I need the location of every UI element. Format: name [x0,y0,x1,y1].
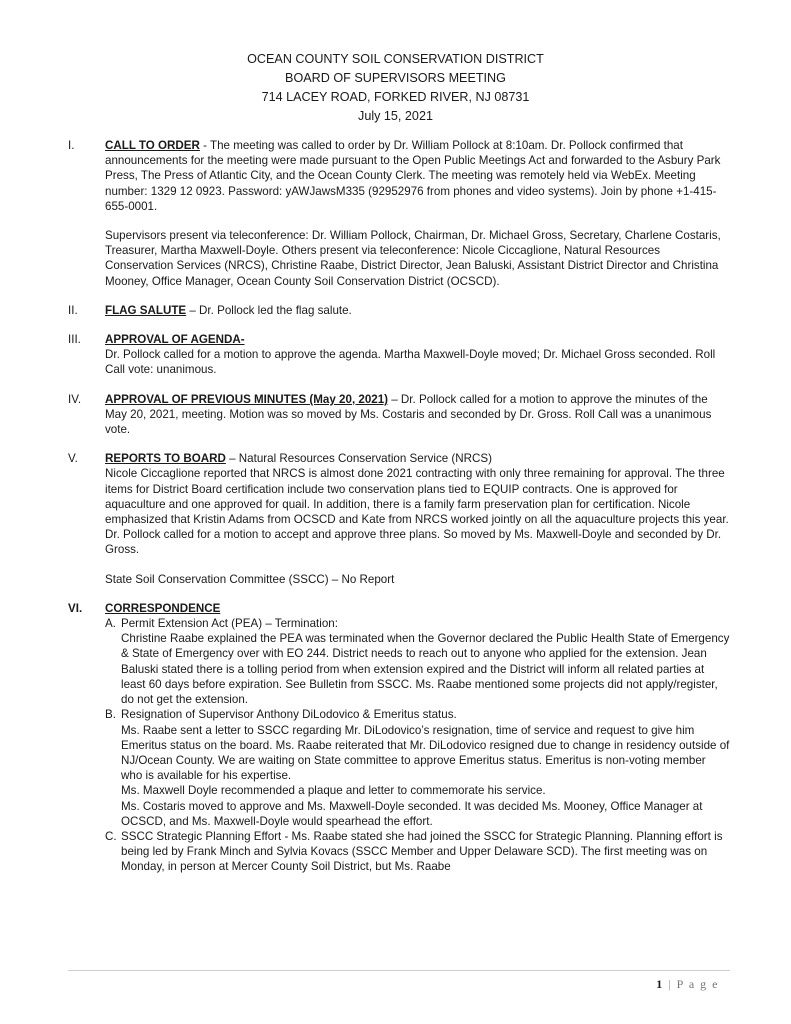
correspondence-item-b [105,707,730,829]
item-text: Christine Raabe explained the PEA was terminated when the Governor declared the Public Health State of Emergency & State of Emergency over with EO 244. District needs to reach out to anyone who applied for the extension. Jean Baluski stated there is a tolling period from when extension expired and the District will inform all related parties at least 60 days before expiration. See Bulletin from SSCC. Ms. Raabe mentioned some projects did not apply/register, do not get the extension. [121,632,730,707]
section-reports-to-board [68,451,730,587]
item-letter: C. [105,829,117,843]
item-text: SSCC Strategic Planning Effort - Ms. Raabe stated she had joined the SSCC for Strategic Planning. Planning effort is being led by Frank Minch and Sylvia Kovacs (SSCC Member and Upper Delaware SCD). The first meeting was on Monday, in person at Mercer County Soil District, but Ms. Raabe [121,829,723,874]
item-text: Ms. Costaris moved to approve and Ms. Maxwell-Doyle seconded. It was decided Ms. Mooney, Office Manager at OCSCD, and Ms. Maxwell-Doyle would spearhead the effort. [121,799,703,828]
section-heading: APPROVAL OF AGENDA- [105,333,245,347]
section-text: - The meeting was called to order by Dr. William Pollock at 8:10am. Dr. Pollock confirmed that announcements for the meeting were made pursuant to the Open Public Meetings Act and forwarded to the Asbury Park Press, The Press of Atlantic City, and the Ocean County Clerk. The meeting was remotely held via WebEx. Meeting number: 1329 12 0923. Password: yAWJawsM335 (92952976 from phones and video systems). Join by phone +1-415-655-0001. [105,139,721,213]
footer-separator: | [668,977,673,991]
section-flag-salute [68,303,730,318]
item-title: Permit Extension Act (PEA) – Termination: [121,617,338,631]
item-letter: B. [105,708,116,722]
page-number: 1 [656,977,664,991]
section-heading: REPORTS TO BOARD [105,452,226,466]
section-text: Dr. Pollock called for a motion to approve the agenda. Martha Maxwell-Doyle moved; Dr. Michael Gross seconded. Roll Call vote: unanimous. [105,348,716,377]
section-text: – Dr. Pollock called for a motion to approve the minutes of the May 20, 2021, meeting. Motion was so moved by Ms. Costaris and seconded by Dr. Gross. Roll Call was a unanimous vote. [105,392,712,437]
section-correspondence [68,601,730,875]
section-heading: CALL TO ORDER [105,139,200,152]
item-letter: A. [105,617,116,631]
page-label: P a g e [676,977,719,991]
item-text: Ms. Raabe sent a letter to SSCC regarding Mr. DiLodovico’s resignation, time of service and request to give him Emeritus status on the board. Ms. Raabe reiterated that Mr. DiLodovico resigned due to change in residency outside of NJ/Ocean County. We are waiting on State committee to approve Emeritus status. Emeritus is non-voting member who is available for his expertise. [121,723,730,783]
correspondence-item-c [105,829,730,875]
section-approval-of-minutes [68,392,730,438]
attendance-paragraph: Supervisors present via teleconference: Dr. William Pollock, Chairman, Dr. Michael Gross, Secretary, Charlene Costaris, Treasurer, Martha Maxwell-Doyle. Others present via teleconference: Nicole Ciccaglione, Natural Resources Conservation Services (NRCS), Christine Raabe, District Director, Jean Baluski, Assistant District Director and Christina Mooney, Office Manager, Ocean County Soil Conservation District (OCSCD). [105,229,721,288]
section-number: V. [68,452,78,466]
minutes-body [68,138,730,875]
sscc-report: State Soil Conservation Committee (SSCC) – No Report [105,572,395,586]
meeting-date: July 15, 2021 [358,109,433,123]
section-number: III. [68,333,81,347]
correspondence-item-a [105,616,730,707]
section-text: – Dr. Pollock led the flag salute. [186,303,352,317]
section-call-to-order [68,138,730,289]
section-approval-of-agenda [68,332,730,378]
section-number: II. [68,303,78,317]
section-heading: CORRESPONDENCE [105,601,221,615]
district-name: OCEAN COUNTY SOIL CONSERVATION DISTRICT [247,52,544,66]
item-title: Resignation of Supervisor Anthony DiLodovico & Emeritus status. [121,708,457,722]
section-number: I. [68,139,75,152]
section-heading: FLAG SALUTE [105,303,187,317]
footer-divider [68,970,730,971]
page-footer [656,977,719,992]
section-heading-tail: – Natural Resources Conservation Service (NRCS) [225,452,492,466]
document-header [0,50,791,126]
section-number: IV. [68,392,82,406]
section-heading: APPROVAL OF PREVIOUS MINUTES (May 20, 2021) [105,392,389,406]
section-number: VI. [68,601,83,615]
nrcs-report: Nicole Ciccaglione reported that NRCS is almost done 2021 contracting with only three remaining for approval. The three items for District Board certification include two conservation plans tied to EQUIP contracts. One is approved for aquaculture and one approved for quail. In addition, there is a family farm preservation plan for certification. Nicole emphasized that Kristin Adams from OCSCD and Kate from NRCS worked jointly on all the aquaculture projects this year. Dr. Pollock called for a motion to accept and approve three plans. So moved by Ms. Maxwell-Doyle and seconded by Dr. Gross. [105,467,729,557]
meeting-title: BOARD OF SUPERVISORS MEETING [285,71,506,85]
address: 714 LACEY ROAD, FORKED RIVER, NJ 08731 [261,90,530,104]
item-text: Ms. Maxwell Doyle recommended a plaque and letter to commemorate his service. [121,784,546,798]
